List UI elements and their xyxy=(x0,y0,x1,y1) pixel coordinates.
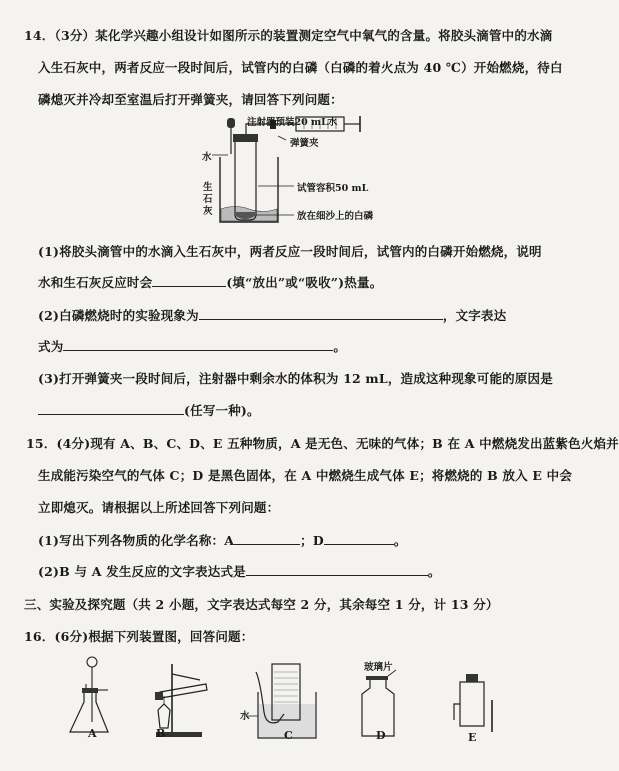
label-d: D xyxy=(376,729,386,742)
q14-tube-label: 试管容积50 mL xyxy=(297,183,369,194)
q15-expression-blank[interactable] xyxy=(246,563,428,576)
q14-water-label: 水 xyxy=(202,152,212,163)
q14-part3-line-1: (3)打开弹簧夹一段时间后，注射器中剩余水的体积为 12 mL，造成这种现象可能的原因是 xyxy=(38,371,553,386)
q16-line-1: 16．(6分)根据下列装置图，回答问题： xyxy=(24,629,254,644)
q14-part1-line-2: 水和生石灰反应时会 (填“放出”或“吸收”)热量。 xyxy=(38,275,383,290)
q16-glass-plate-label: 玻璃片 xyxy=(364,662,393,673)
q15-line-3: 立即熄灭。请根据以上所述回答下列问题： xyxy=(38,500,280,515)
apparatus-c xyxy=(246,664,316,738)
q14-syringe-label: 注射器预装20 mL水 xyxy=(247,117,338,128)
q14-part3-line-2: (任写一种)。 xyxy=(38,401,260,419)
q14-part1-line-1: (1)将胶头滴管中的水滴入生石灰中，两者反应一段时间后，试管内的白磷开始燃烧，说明 xyxy=(38,244,542,259)
q15-answer-a-blank[interactable] xyxy=(234,532,300,545)
section-3-heading: 三、实验及探究题（共 2 小题，文字表达式每空 2 分，其余每空 1 分，计 13 分） xyxy=(24,597,499,612)
q15-line-2: 生成能污染空气的气体 C；D 是黑色固体，在 A 中燃烧生成气体 E；将燃烧的 B 放入 E 中会 xyxy=(38,468,573,483)
label-e: E xyxy=(468,731,477,744)
apparatus-d xyxy=(362,670,396,736)
q16-apparatus-row xyxy=(60,652,500,744)
q14-part2-line-1: (2)白磷燃烧时的实验现象为 ，文字表达 xyxy=(38,308,507,323)
apparatus-e xyxy=(454,674,492,732)
q14-part2-line-2: 式为 。 xyxy=(38,339,347,354)
q14-part3-reason-blank[interactable] xyxy=(38,402,184,415)
q14-part1-answer-blank[interactable] xyxy=(152,274,226,287)
q14-part2-phenomenon-blank[interactable] xyxy=(199,307,443,320)
q14-line-2: 入生石灰中，两者反应一段时间后，试管内的白磷（白磷的着火点为 40 ℃）开始燃烧，待白 xyxy=(38,60,563,75)
q15-part2: (2)B 与 A 发生反应的文字表达式是 。 xyxy=(38,564,441,579)
q14-phosphorus-label: 放在细沙上的白磷 xyxy=(297,211,374,222)
q14-line-3: 磷熄灭并冷却至室温后打开弹簧夹，请回答下列问题： xyxy=(38,92,343,107)
q14-part2-expression-blank[interactable] xyxy=(63,338,333,351)
q15-part1: (1)写出下列各物质的化学名称：A ；D 。 xyxy=(38,533,407,548)
label-a: A xyxy=(88,727,97,740)
label-c: C xyxy=(284,729,293,742)
q15-answer-d-blank[interactable] xyxy=(324,532,394,545)
q16-water-label: 水 xyxy=(240,711,250,722)
q14-lime-label: 生石灰 xyxy=(203,182,213,217)
q15-line-1: 15．(4分)现有 A、B、C、D、E 五种物质，A 是无色、无味的气体；B 在 A 中燃烧发出蓝紫色火焰并 xyxy=(26,436,619,451)
q14-line-1: 14．（3分）某化学兴趣小组设计如图所示的装置测定空气中氧气的含量。将胶头滴管中的水滴 xyxy=(24,28,553,43)
apparatus-a xyxy=(70,657,108,732)
q14-clamp-label: 弹簧夹 xyxy=(290,138,319,149)
label-b: B xyxy=(156,727,166,740)
